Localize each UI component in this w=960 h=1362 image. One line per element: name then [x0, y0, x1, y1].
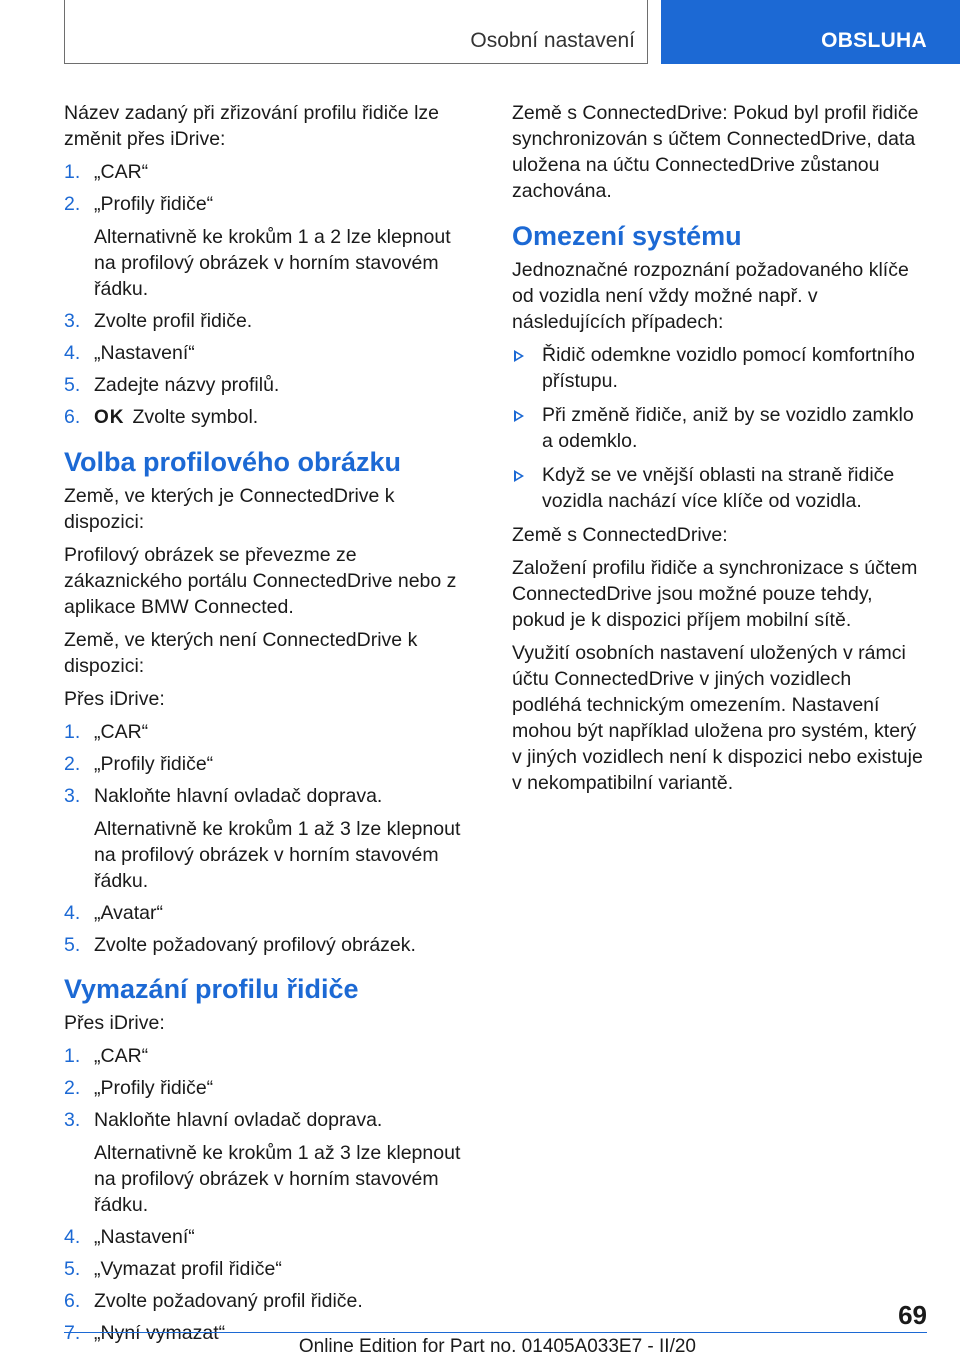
paragraph-via-idrive: Přes iDrive:: [64, 1012, 165, 1034]
step-note: Alternativně ke krokům 1 až 3 lze klepnout na profilový obrázek v horním stavovém řádku.: [94, 818, 461, 892]
step-note: Alternativně ke krokům 1 a 2 lze klepnout na profilový obrázek v horním stavovém řádku.: [94, 226, 451, 300]
list-item: [64, 1288, 476, 1314]
paragraph-via-idrive: Přes iDrive:: [64, 688, 165, 710]
paragraph-creation: Založení profilu řidiče a synchronizace s účtem ConnectedDrive jsou možné pouze tehdy, pokud je k dispozici příjem mobilní sítě.: [512, 557, 918, 631]
triangle-bullet-icon: [514, 350, 524, 362]
rename-steps: [64, 159, 476, 431]
paragraph-countries-with: Země, ve kterých je ConnectedDrive k dispozici:: [64, 485, 395, 533]
triangle-bullet-icon: [514, 410, 524, 422]
footer-divider: [64, 1332, 927, 1333]
list-item: [64, 404, 476, 431]
step-number: 1.: [64, 1045, 81, 1067]
step-number: 1.: [64, 721, 81, 743]
ok-icon: OK: [94, 407, 125, 428]
chapter-tab: [661, 0, 960, 64]
list-item: [64, 1256, 476, 1282]
left-column: [64, 100, 476, 1354]
heading-profile-picture: Volba profilového obrázku: [64, 447, 402, 477]
list-item: [64, 1224, 476, 1250]
bullet-text: Když se ve vnější oblasti na straně řidiče vozidla nachází více klíče od vozidla.: [542, 464, 895, 512]
list-item: [512, 462, 926, 514]
intro-paragraph: Název zadaný při zřizování profilu řidiče lze změnit přes iDrive:: [64, 102, 439, 150]
step-text: Zadejte názvy profilů.: [94, 374, 280, 396]
step-text: „Profily řidiče“: [94, 1077, 214, 1099]
list-item: [64, 308, 476, 334]
step-number: 6.: [64, 406, 81, 428]
step-number: 3.: [64, 310, 81, 332]
page-number: 69: [898, 1300, 927, 1330]
step-text: „CAR“: [94, 721, 149, 743]
step-text: Zvolte symbol.: [132, 406, 259, 428]
step-text: Zvolte profil řidiče.: [94, 310, 253, 332]
paragraph-sync: Země s ConnectedDrive: Pokud byl profil řidiče synchronizován s účtem ConnectedDrive, data uložena na účtu ConnectedDrive zůstanou zachována.: [512, 102, 919, 202]
step-text: „Nyní vymazat“: [94, 1322, 226, 1344]
step-number: 4.: [64, 902, 81, 924]
list-item: [64, 783, 476, 894]
list-item: [64, 1107, 476, 1218]
bullet-text: Řidič odemkne vozidlo pomocí komfortního přístupu.: [542, 344, 915, 392]
step-number: 6.: [64, 1290, 81, 1312]
step-text: „Profily řidiče“: [94, 193, 214, 215]
step-number: 2.: [64, 753, 81, 775]
paragraph-usage: Využití osobních nastavení uložených v rámci účtu ConnectedDrive v jiných vozidlech podléhá technickým omezením. Nastavení mohou být například uložena pro systém, který v jiných vozidlech není k dispozici nebo existuje v nekompatibilní variantě.: [512, 642, 923, 794]
step-note: Alternativně ke krokům 1 až 3 lze klepnout na profilový obrázek v horním stavovém řádku.: [94, 1142, 461, 1216]
step-number: 2.: [64, 193, 81, 215]
list-item: [64, 751, 476, 777]
step-number: 2.: [64, 1077, 81, 1099]
list-item: [64, 1043, 476, 1069]
bullet-text: Při změně řidiče, aniž by se vozidlo zamklo a odemklo.: [542, 404, 914, 452]
paragraph-countries-without: Země, ve kterých není ConnectedDrive k dispozici:: [64, 629, 418, 677]
step-text: „CAR“: [94, 1045, 149, 1067]
step-text: Zvolte požadovaný profil řidiče.: [94, 1290, 363, 1312]
step-text: Nakloňte hlavní ovladač doprava.: [94, 785, 383, 807]
list-item: [512, 402, 926, 454]
step-text: Zvolte požadovaný profilový obrázek.: [94, 934, 416, 956]
step-number: 3.: [64, 1109, 81, 1131]
list-item: [64, 372, 476, 398]
step-text: „CAR“: [94, 161, 149, 183]
step-number: 3.: [64, 785, 81, 807]
paragraph-cd-countries: Země s ConnectedDrive:: [512, 524, 728, 546]
list-item: [64, 191, 476, 302]
step-text: „Vymazat profil řidiče“: [94, 1258, 282, 1280]
step-number: 4.: [64, 342, 81, 364]
step-number: 5.: [64, 374, 81, 396]
step-text: „Nastavení“: [94, 342, 195, 364]
list-item: [64, 719, 476, 745]
list-item: [64, 159, 476, 185]
right-column: [512, 100, 926, 803]
paragraph-recognition: Jednoznačné rozpoznání požadovaného klíče od vozidla není vždy možné např. v následujících případech:: [512, 259, 909, 333]
list-item: [64, 340, 476, 366]
heading-delete-profile: Vymazání profilu řidiče: [64, 974, 359, 1004]
list-item: [64, 932, 476, 958]
step-text: „Avatar“: [94, 902, 163, 924]
footer-edition: Online Edition for Part no. 01405A033E7 - II/20: [298, 1336, 696, 1357]
step-number: 5.: [64, 934, 81, 956]
paragraph-portal: Profilový obrázek se převezme ze zákaznického portálu ConnectedDrive nebo z aplikace BMW Connected.: [64, 544, 457, 618]
step-number: 7.: [64, 1322, 81, 1344]
triangle-bullet-icon: [514, 470, 524, 482]
step-text: „Nastavení“: [94, 1226, 195, 1248]
step-number: 5.: [64, 1258, 81, 1280]
picture-steps: [64, 719, 476, 958]
header-section-box: [64, 0, 648, 64]
heading-system-limits: Omezení systému: [512, 221, 742, 251]
list-item: [512, 342, 926, 394]
chapter-title: OBSLUHA: [821, 29, 927, 52]
step-text: „Profily řidiče“: [94, 753, 214, 775]
step-number: 1.: [64, 161, 81, 183]
step-text: Nakloňte hlavní ovladač doprava.: [94, 1109, 383, 1131]
step-number: 4.: [64, 1226, 81, 1248]
delete-steps: [64, 1043, 476, 1346]
list-item: [64, 900, 476, 926]
list-item: [64, 1075, 476, 1101]
section-title: Osobní nastavení: [470, 29, 635, 52]
limit-cases: [512, 342, 926, 514]
